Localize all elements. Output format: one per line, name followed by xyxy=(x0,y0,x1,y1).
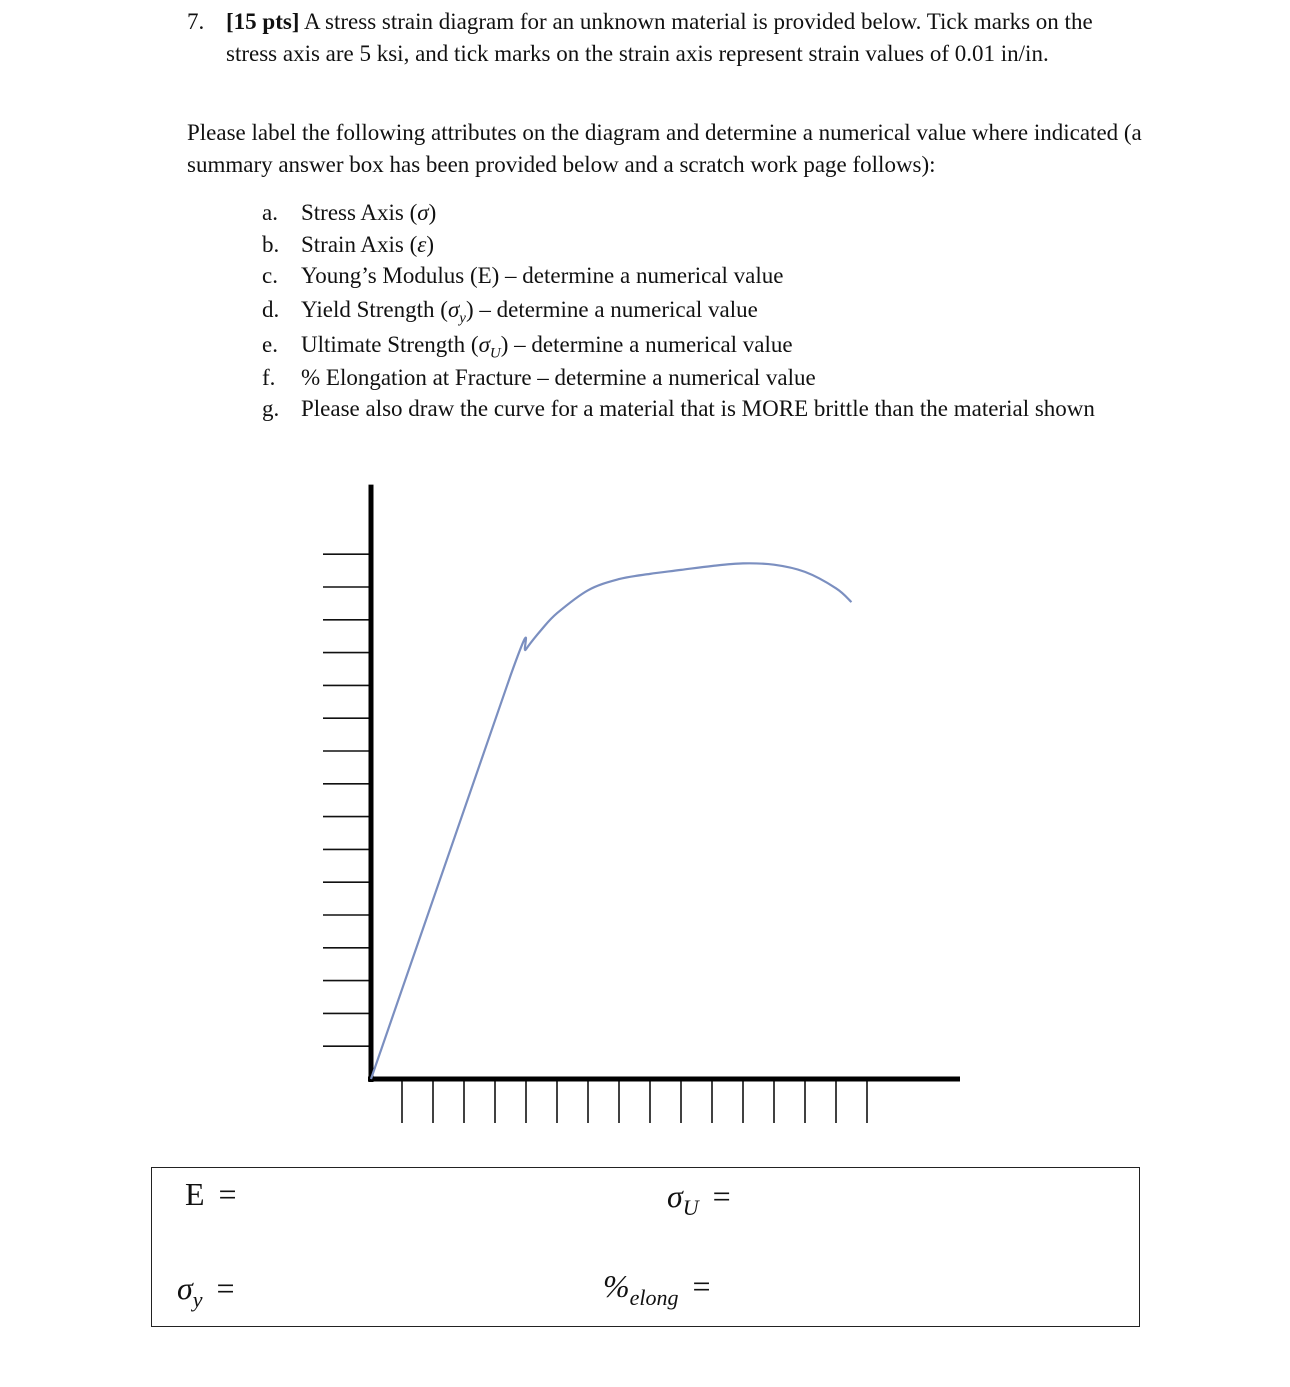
task-text: % Elongation at Fracture – determine a numerical value xyxy=(301,364,816,390)
answer-percent-elongation[interactable] xyxy=(603,1268,711,1308)
sigma-symbol: σ xyxy=(177,1270,193,1306)
sigma-symbol: σ xyxy=(447,296,460,322)
task-letter: c. xyxy=(262,263,278,288)
epsilon-symbol: ε xyxy=(417,231,427,257)
subscript: y xyxy=(192,1287,203,1312)
strain-tick-group xyxy=(402,1079,867,1123)
subscript: y xyxy=(459,310,466,327)
equals-sign: = xyxy=(692,1268,711,1304)
task-text: Ultimate Strength ( xyxy=(301,331,479,357)
task-text: Stress Axis ( xyxy=(301,200,418,225)
answer-summary-box xyxy=(151,1167,1140,1327)
task-letter: f. xyxy=(262,364,276,390)
task-text: Please also draw the curve for a material that is MORE brittle than the material shown xyxy=(301,396,1095,421)
task-text: Strain Axis ( xyxy=(301,231,418,257)
task-letter: g. xyxy=(262,396,280,421)
percent-symbol: % xyxy=(603,1268,630,1304)
equals-sign: = xyxy=(216,1270,235,1306)
stress-strain-curve xyxy=(371,563,852,1079)
equals-sign: = xyxy=(218,1176,237,1212)
task-letter: e. xyxy=(262,331,278,357)
task-suffix: ) – determine a numerical value xyxy=(500,331,793,357)
answer-youngs-modulus[interactable] xyxy=(185,1176,237,1212)
answer-symbol: E xyxy=(185,1176,205,1212)
sigma-symbol: σ xyxy=(667,1178,683,1214)
equals-sign: = xyxy=(712,1178,731,1214)
task-text: Young’s Modulus (E) – determine a numerical value xyxy=(301,263,784,288)
problem-body: A stress strain diagram for an unknown material is provided below. Tick marks on the stress axis are 5 ksi, and tick marks on the strain axis represent strain values of 0.01 in/in. xyxy=(226,9,1093,66)
stress-tick-group xyxy=(323,554,371,1046)
problem-points: [15 pts] xyxy=(226,9,300,34)
problem-number: 7. xyxy=(187,9,205,34)
task-letter: b. xyxy=(262,231,280,257)
task-text: Yield Strength ( xyxy=(301,296,448,322)
instructions: Please label the following attributes on the diagram and determine a numerical value where indicated (a summary answer box has been provided below and a scratch work page follows): xyxy=(187,120,1142,177)
task-letter: d. xyxy=(262,296,280,322)
sigma-symbol: σ xyxy=(478,331,490,357)
sigma-symbol: σ xyxy=(417,200,429,225)
task-suffix: ) xyxy=(428,200,437,225)
subscript: U xyxy=(489,345,501,362)
subscript: elong xyxy=(629,1285,679,1310)
answer-ultimate-strength[interactable] xyxy=(667,1178,731,1218)
task-suffix: ) xyxy=(426,231,435,257)
task-letter: a. xyxy=(262,200,278,225)
answer-yield-strength[interactable] xyxy=(177,1270,235,1310)
task-suffix: ) – determine a numerical value xyxy=(465,296,758,322)
subscript: U xyxy=(682,1195,699,1220)
